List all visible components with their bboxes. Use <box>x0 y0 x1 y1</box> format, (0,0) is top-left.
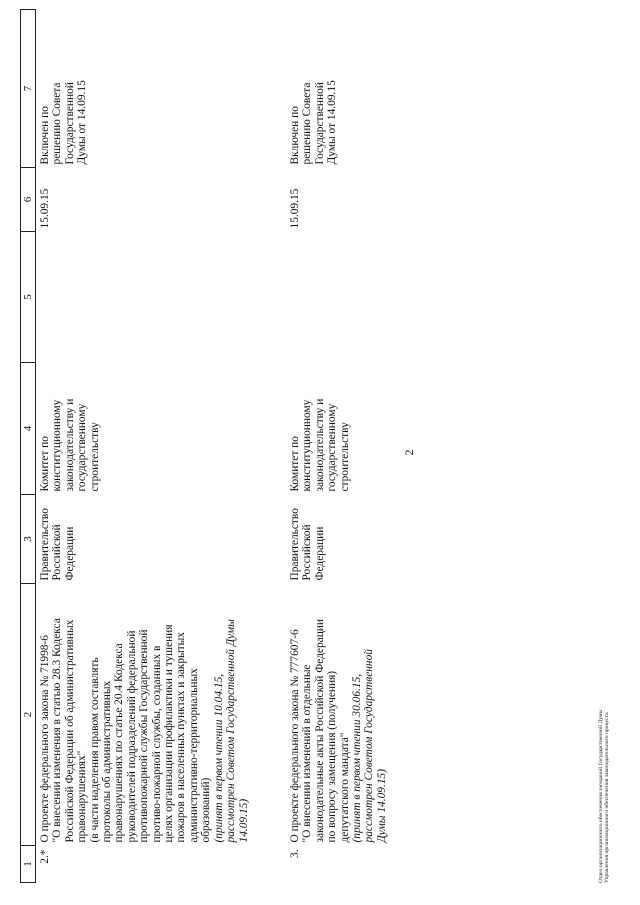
decision-line: решению Совета <box>51 82 64 165</box>
date-cell: 15.09.15 <box>288 188 301 229</box>
author-line: Федерации <box>313 526 326 581</box>
bill-line: руководителей подразделений федеральной <box>125 630 138 843</box>
table-row <box>36 10 250 883</box>
bill-line: правонарушениях" <box>76 750 89 843</box>
bill-line: противопожарной службы Государственной <box>138 629 151 843</box>
column-number: 1 <box>21 846 36 883</box>
committee-line: конституционному <box>301 399 314 492</box>
bill-line: протоколы об административных <box>101 680 114 843</box>
footer-line: Отдел организационного обеспечения заседаний Государственной Думы <box>598 709 604 883</box>
bill-author <box>36 495 250 584</box>
decision-line: решению Совета <box>301 82 314 165</box>
decision-cell <box>36 10 250 168</box>
author-line: Правительство <box>39 508 51 581</box>
page-number: 2 <box>402 449 416 456</box>
decision-line: Государственной <box>313 82 326 165</box>
date-cell: 15.09.15 <box>39 188 51 229</box>
row-number: 2.* <box>39 849 51 864</box>
author-line: Федерации <box>63 526 76 581</box>
bill-line: депутатского мандата" <box>338 732 351 843</box>
column-number: 7 <box>21 10 36 168</box>
bill-line: "О внесении изменения в статью 28.3 Кодекса <box>51 618 64 843</box>
column-5-cell <box>36 232 250 363</box>
responsible-committee <box>286 363 388 495</box>
committee-line: государственному <box>76 403 89 492</box>
author-line: Российской <box>51 524 64 581</box>
committee-line: Комитет по <box>39 436 51 492</box>
bill-line: по вопросу замещения (получения) <box>326 670 339 843</box>
bill-line: законодательные акты Российской Федерации <box>313 619 326 843</box>
bill-register-table <box>20 9 388 883</box>
bill-line: "О внесении изменений в отдельные <box>301 664 314 843</box>
bill-description <box>36 584 250 846</box>
bill-line: правонарушениях по статье 20.4 Кодекса <box>113 643 126 843</box>
committee-line: строительству <box>88 422 101 492</box>
bill-line: противо-пожарной службы, созданных в <box>150 645 163 843</box>
committee-line: законодательству и <box>313 398 326 492</box>
author-line: Российской <box>301 524 314 581</box>
bill-line: О проекте федерального закона № 71998‑6 <box>39 635 51 843</box>
table-row <box>286 10 388 883</box>
footer-line: Управления организационного обеспечения законодательного процесса <box>604 712 611 883</box>
decision-line: Думы от 14.09.15 <box>76 80 89 165</box>
column-number: 2 <box>21 584 36 846</box>
footer <box>598 710 611 883</box>
committee-line: государственному <box>326 403 339 492</box>
bill-line: О проекте федерального закона № 777607‑6 <box>288 629 301 843</box>
decision-cell <box>286 10 388 168</box>
column-number: 3 <box>21 495 36 584</box>
committee-line: законодательству и <box>63 398 76 492</box>
decision-line: Думы от 14.09.15 <box>326 80 339 165</box>
column-5-cell <box>286 232 388 363</box>
bill-note-line: (принят в первом чтении 30.06.15, <box>350 673 363 843</box>
row-number: 3. <box>288 849 301 859</box>
decision-line: Включен по <box>39 106 51 165</box>
bill-line: Российской Федерации об административных <box>63 619 76 843</box>
bill-author <box>286 495 388 584</box>
bill-note-line: 14.09.15) <box>237 798 250 843</box>
committee-line: Комитет по <box>288 436 301 492</box>
bill-note-line: рассмотрен Советом Государственной <box>363 649 376 843</box>
decision-line: Включен по <box>288 106 301 165</box>
author-line: Правительство <box>288 508 301 581</box>
bill-line: административно-территориальных <box>187 668 200 843</box>
spacer-cell <box>250 10 286 883</box>
column-number: 5 <box>21 232 36 363</box>
bill-note-line: Думы 14.09.15) <box>375 768 388 843</box>
bill-line: (в части наделения правом составлять <box>88 657 101 843</box>
bill-description <box>286 584 388 846</box>
bill-line: пожаров в населенных пунктах и закрытых <box>175 632 188 843</box>
responsible-committee <box>36 363 250 495</box>
committee-line: строительству <box>338 422 351 492</box>
bill-note-line: (принят в первом чтении 10.04.15, <box>212 673 225 843</box>
bill-note-line: рассмотрен Советом Государственной Думы <box>225 619 238 843</box>
bill-line: целях организации профилактики и тушения <box>163 624 176 843</box>
bill-line: образований) <box>200 777 213 843</box>
column-number-header <box>21 10 36 883</box>
decision-line: Государственной <box>63 82 76 165</box>
committee-line: конституционному <box>51 399 64 492</box>
row-spacer <box>250 10 286 883</box>
column-number: 6 <box>21 168 36 232</box>
column-number: 4 <box>21 363 36 495</box>
